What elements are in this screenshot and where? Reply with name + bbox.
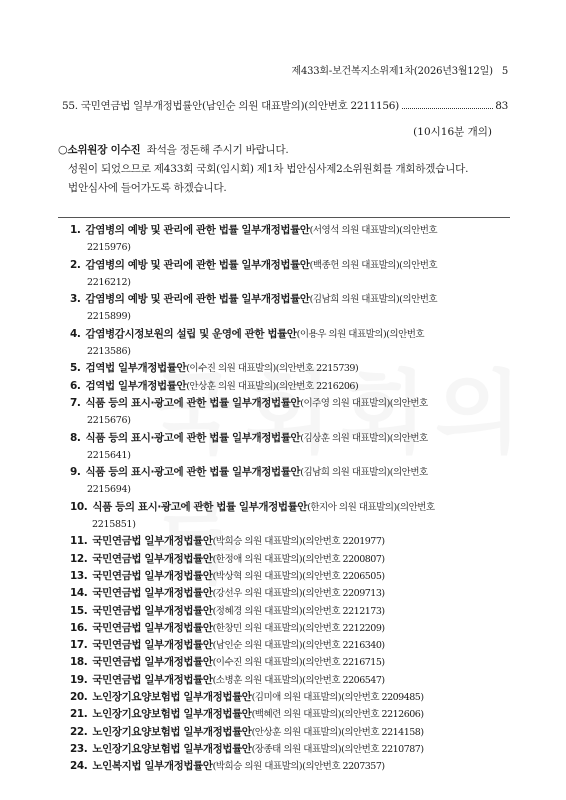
agenda-item-title: 식품 등의 표시·광고에 관한 법률 일부개정법률안: [85, 431, 301, 444]
agenda-item-title: 국민연금법 일부개정법률안: [92, 535, 213, 548]
agenda-item-title: 노인복지법 일부개정법률안: [92, 760, 213, 773]
agenda-item-sponsor: (한창민 의원 대표발의)(의안번호 2212209): [212, 622, 385, 634]
agenda-item-number: 7.: [70, 396, 81, 409]
agenda-item-sponsor: (박희승 의원 대표발의)(의안번호 2201977): [212, 536, 385, 548]
agenda-item-title: 검역법 일부개정법률안: [85, 362, 187, 375]
agenda-item-bill-number: 2216212): [87, 276, 131, 288]
toc-entry-page: 83: [495, 100, 508, 112]
agenda-item: [70, 378, 515, 395]
agenda-item: [70, 499, 515, 534]
agenda-item: [70, 603, 515, 620]
header-text: 제433회-보건복지소위제1차(2026년3월12일): [291, 66, 493, 77]
speaker-name: 소위원장 이수진: [67, 144, 141, 156]
agenda-item-sponsor: (백종헌 의원 대표발의)(의안번호: [309, 259, 438, 271]
toc-entry: [62, 98, 508, 113]
agenda-item-number: 12.: [70, 552, 88, 565]
agenda-item-number: 15.: [70, 604, 88, 617]
agenda-item-sponsor: (김미애 의원 대표발의)(의안번호 2209485): [251, 692, 424, 704]
chair-speech: [58, 140, 510, 198]
agenda-item-title: 국민연금법 일부개정법률안: [92, 673, 213, 686]
agenda-item-bill-number: 2215899): [87, 311, 131, 323]
agenda-item-title: 국민연금법 일부개정법률안: [92, 587, 213, 600]
agenda-item: [70, 706, 515, 723]
agenda-item-bill-number: 2215851): [92, 519, 136, 531]
agenda-item-sponsor: (안상훈 의원 대표발의)(의안번호 2214158): [251, 726, 424, 738]
agenda-item: [70, 395, 515, 430]
agenda-item: [70, 689, 515, 706]
speaker-marker: ○: [58, 143, 68, 156]
agenda-item: [70, 585, 515, 602]
agenda-item-bill-number: 2215976): [87, 242, 131, 254]
agenda-item-bill-number: 2215694): [87, 484, 131, 496]
agenda-item: [70, 533, 515, 550]
agenda-item-sponsor: (남인순 의원 대표발의)(의안번호 2216340): [212, 640, 385, 652]
agenda-item-bill-number: 2215641): [87, 449, 131, 461]
speech-line-2: 성원이 되었으므로 제433회 국회(임시회) 제1차 법안심사제2소위원회를 개회하겠습니다.: [68, 163, 469, 175]
agenda-item-sponsor: (소병훈 의원 대표발의)(의안번호 2206547): [212, 674, 385, 686]
agenda-item: [70, 257, 515, 292]
agenda-item-title: 국민연금법 일부개정법률안: [92, 621, 213, 634]
agenda-item-number: 21.: [70, 708, 88, 721]
agenda-item-number: 6.: [70, 379, 81, 392]
agenda-item-title: 국민연금법 일부개정법률안: [92, 656, 213, 669]
agenda-item-sponsor: (장종태 의원 대표발의)(의안번호 2210787): [251, 743, 424, 755]
agenda-item-title: 노인장기요양보험법 일부개정법률안: [92, 742, 252, 755]
agenda-item-title: 노인장기요양보험법 일부개정법률안: [92, 708, 252, 721]
agenda-list: [70, 222, 515, 776]
agenda-item: [70, 724, 515, 741]
agenda-item-bill-number: 2215676): [87, 415, 131, 427]
agenda-item-bill-number: 2213586): [87, 346, 131, 358]
agenda-item: [70, 741, 515, 758]
agenda-item-title: 식품 등의 표시·광고에 관한 법률 일부개정법률안: [92, 500, 308, 513]
agenda-item-sponsor: (강선우 의원 대표발의)(의안번호 2209713): [212, 588, 385, 600]
agenda-item: [70, 430, 515, 465]
agenda-item-title: 식품 등의 표시·광고에 관한 법률 일부개정법률안: [85, 396, 301, 409]
agenda-item-number: 9.: [70, 466, 81, 479]
agenda-item-title: 국민연금법 일부개정법률안: [92, 569, 213, 582]
agenda-item-number: 17.: [70, 639, 88, 652]
agenda-item-sponsor: (김남희 의원 대표발의)(의안번호: [300, 467, 428, 479]
toc-leader-dots: [402, 108, 493, 109]
agenda-item-number: 11.: [70, 535, 88, 548]
toc-entry-text: 55. 국민연금법 일부개정법률안(남인순 의원 대표발의)(의안번호 2211156): [62, 100, 399, 112]
agenda-item-number: 13.: [70, 569, 88, 582]
agenda-item-sponsor: (이주영 의원 대표발의)(의안번호: [300, 397, 428, 409]
agenda-item-number: 2.: [70, 258, 81, 271]
agenda-item-sponsor: (한지아 의원 대표발의)(의안번호: [307, 501, 435, 513]
agenda-item: [70, 654, 515, 671]
agenda-item-sponsor: (박상혁 의원 대표발의)(의안번호 2206505): [212, 570, 385, 582]
agenda-item-sponsor: (이수진 의원 대표발의)(의안번호 2215739): [186, 363, 359, 375]
section-divider: [58, 217, 510, 218]
agenda-item-title: 감염병감시정보원의 설립 및 운영에 관한 법률안: [85, 327, 297, 340]
agenda-item-title: 국민연금법 일부개정법률안: [92, 639, 213, 652]
agenda-item-title: 노인장기요양보험법 일부개정법률안: [92, 725, 252, 738]
agenda-item: [70, 326, 515, 361]
agenda-item-title: 검역법 일부개정법률안: [85, 379, 187, 392]
agenda-item: [70, 568, 515, 585]
speech-line-1: 좌석을 정돈해 주시기 바랍니다.: [146, 144, 289, 156]
agenda-item-number: 19.: [70, 673, 88, 686]
agenda-item: [70, 464, 515, 499]
agenda-item-title: 식품 등의 표시·광고에 관한 법률 일부개정법률안: [85, 466, 301, 479]
agenda-item-number: 18.: [70, 656, 88, 669]
agenda-item: [70, 620, 515, 637]
agenda-item-number: 14.: [70, 587, 88, 600]
agenda-item-sponsor: (박희승 의원 대표발의)(의안번호 2207357): [212, 761, 385, 773]
agenda-item-sponsor: (이용우 의원 대표발의)(의안번호: [296, 328, 425, 340]
agenda-item-title: 감염병의 예방 및 관리에 관한 법률 일부개정법률안: [85, 293, 310, 306]
agenda-item-sponsor: (백혜련 의원 대표발의)(의안번호 2212606): [251, 709, 424, 721]
agenda-item-number: 22.: [70, 725, 88, 738]
agenda-item-sponsor: (김상훈 의원 대표발의)(의안번호: [300, 432, 428, 444]
agenda-item-number: 24.: [70, 760, 88, 773]
agenda-item: [70, 672, 515, 689]
agenda-item-number: 8.: [70, 431, 81, 444]
agenda-item-number: 1.: [70, 224, 81, 236]
page-number: 5: [501, 66, 508, 77]
agenda-item: [70, 360, 515, 377]
speech-line-3: 법안심사에 들어가도록 하겠습니다.: [68, 182, 227, 194]
agenda-item: [70, 291, 515, 326]
agenda-item-number: 10.: [70, 500, 88, 513]
agenda-item-sponsor: (이수진 의원 대표발의)(의안번호 2216715): [212, 657, 385, 669]
agenda-item-number: 16.: [70, 621, 88, 634]
agenda-item-title: 국민연금법 일부개정법률안: [92, 604, 213, 617]
agenda-item-number: 5.: [70, 362, 81, 375]
agenda-item-title: 감염병의 예방 및 관리에 관한 법률 일부개정법률안: [85, 224, 310, 236]
agenda-item-title: 노인장기요양보험법 일부개정법률안: [92, 691, 252, 704]
agenda-item: [70, 637, 515, 654]
agenda-item-sponsor: (서영석 의원 대표발의)(의안번호: [309, 225, 438, 236]
agenda-item-title: 감염병의 예방 및 관리에 관한 법률 일부개정법률안: [85, 258, 310, 271]
agenda-item-sponsor: (정혜경 의원 대표발의)(의안번호 2212173): [212, 605, 385, 617]
agenda-item-number: 3.: [70, 293, 81, 306]
agenda-item: [70, 758, 515, 775]
agenda-item-number: 4.: [70, 327, 81, 340]
agenda-item: [70, 551, 515, 568]
agenda-item-sponsor: (한정애 의원 대표발의)(의안번호 2200807): [212, 553, 385, 565]
agenda-item-title: 국민연금법 일부개정법률안: [92, 552, 213, 565]
running-header: [291, 62, 508, 77]
agenda-item-sponsor: (김남희 의원 대표발의)(의안번호: [309, 294, 438, 306]
session-open-time: (10시16분 개의): [413, 126, 492, 138]
agenda-item-number: 20.: [70, 691, 88, 704]
agenda-item: [70, 222, 515, 257]
agenda-item-sponsor: (안상훈 의원 대표발의)(의안번호 2216206): [186, 380, 359, 392]
agenda-item-number: 23.: [70, 742, 88, 755]
